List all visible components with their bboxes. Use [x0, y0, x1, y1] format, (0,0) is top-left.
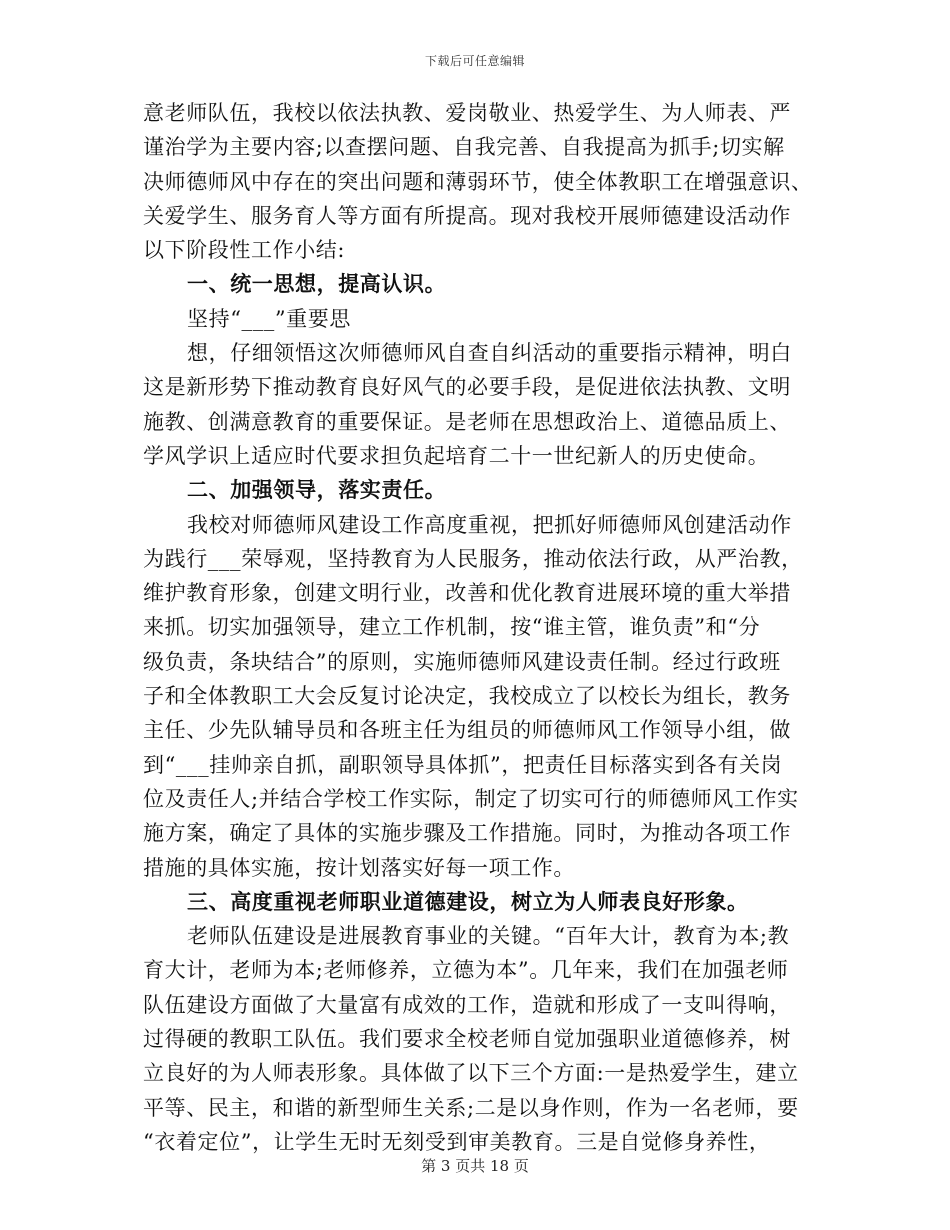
paragraph-line: 位及责任人;并结合学校工作实际，制定了切实可行的师德师风工作实 — [143, 786, 799, 811]
section-heading-3: 三、高度重视老师职业道德建设，树立为人师表良好形象。 — [187, 888, 749, 914]
paragraph-line: 来抓。切实加强领导，建立工作机制，按“谁主管，谁负责”和“分 — [143, 615, 761, 640]
document-body — [143, 96, 813, 1159]
paragraph-line: 子和全体教职工大会反复讨论决定，我校成立了以校长为组长，教务 — [143, 684, 791, 709]
page-number-footer: 第 3 页共 18 页 — [421, 1157, 529, 1175]
paragraph-line: 意老师队伍，我校以依法执教、爱岗敬业、热爱学生、为人师表、严 — [143, 101, 791, 125]
paragraph-line: 育大计，老师为本;老师修养，立德为本”。几年来，我们在加强老师 — [143, 958, 789, 983]
paragraph-line: 谨治学为主要内容;以查摆问题、自我完善、自我提高为抓手;切实解 — [143, 135, 785, 160]
paragraph-line: 坚持“___”重要思 — [187, 306, 351, 331]
page-header-note: 下载后可任意编辑 — [424, 54, 525, 68]
paragraph-line: 决师德师风中存在的突出问题和薄弱环节，使全体教职工在增强意识、 — [143, 169, 813, 194]
paragraph-line: 到“___挂帅亲自抓，副职领导具体抓”，把责任目标落实到各有关岗 — [143, 752, 783, 777]
paragraph-line: 想，仔细领悟这次师德师风自查自纠活动的重要指示精神，明白 — [187, 341, 792, 366]
paragraph-line: 老师队伍建设是进展教育事业的关键。“百年大计，教育为本;教 — [187, 924, 790, 949]
paragraph-line: 立良好的为人师表形象。具体做了以下三个方面:一是热爱学生，建立 — [143, 1061, 799, 1086]
paragraph-line: 这是新形势下推动教育良好风气的必要手段，是促进依法执教、文明 — [143, 375, 791, 400]
paragraph-line: 为践行___荣辱观，坚持教育为人民服务，推动依法行政，从严治教， — [143, 546, 803, 571]
section-heading-1: 一、统一思想，提高认识。 — [187, 271, 447, 297]
paragraph-line: 关爱学生、服务育人等方面有所提高。现对我校开展师德建设活动作 — [143, 203, 791, 228]
section-heading-2: 二、加强领导，落实责任。 — [187, 477, 447, 503]
paragraph-line: “衣着定位”，让学生无时无刻受到审美教育。三是自觉修身养性， — [143, 1129, 771, 1154]
paragraph-line: 施方案，确定了具体的实施步骤及工作措施。同时，为推动各项工作 — [143, 821, 791, 846]
paragraph-line: 学风学识上适应时代要求担负起培育二十一世纪新人的历史使命。 — [143, 443, 770, 468]
paragraph-line: 施教、创满意教育的重要保证。是老师在思想政治上、道德品质上、 — [143, 409, 791, 434]
paragraph-line: 过得硬的教职工队伍。我们要求全校老师自觉加强职业道德修养，树 — [143, 1027, 791, 1052]
paragraph-line: 以下阶段性工作小结: — [143, 238, 346, 263]
paragraph-line: 级负责，条块结合”的原则，实施师德师风建设责任制。经过行政班 — [143, 649, 781, 674]
paragraph-line: 维护教育形象，创建文明行业，改善和优化教育进展环境的重大举措 — [143, 581, 791, 606]
paragraph-line: 措施的具体实施，按计划落实好每一项工作。 — [143, 855, 575, 880]
paragraph-line: 队伍建设方面做了大量富有成效的工作，造就和形成了一支叫得响， — [143, 992, 791, 1017]
paragraph-line: 我校对师德师风建设工作高度重视，把抓好师德师风创建活动作 — [187, 512, 792, 537]
paragraph-line: 主任、少先队辅导员和各班主任为组员的师德师风工作领导小组，做 — [143, 718, 791, 743]
paragraph-line: 平等、民主，和谐的新型师生关系;二是以身作则，作为一名老师，要 — [143, 1095, 799, 1120]
